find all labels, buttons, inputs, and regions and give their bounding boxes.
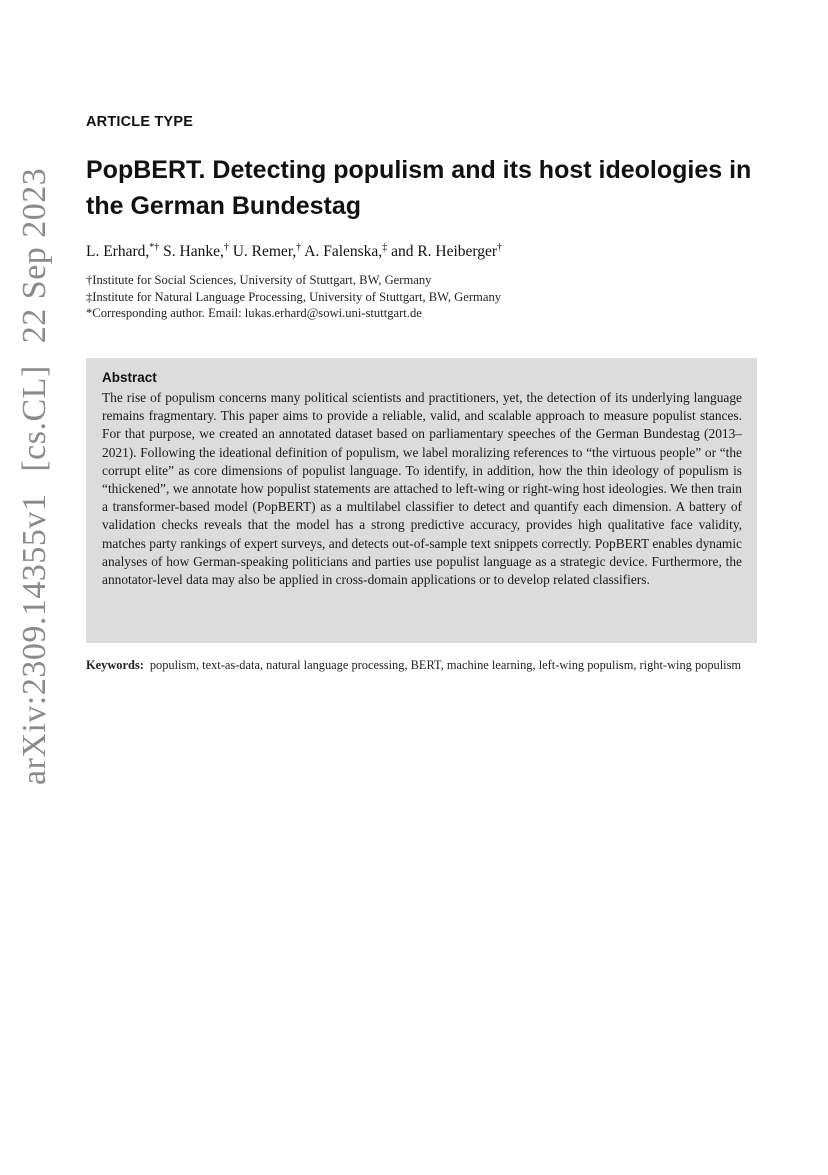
keywords-label: Keywords: [86, 658, 144, 672]
keywords-section [86, 657, 758, 674]
author-affiliation-mark: † [296, 242, 302, 253]
author-name: U. Remer, [232, 243, 297, 261]
abstract-text: The rise of populism concerns many political scientists and practitioners, yet, the detection of its underlying language remains fragmentary. This paper aims to provide a reliable, valid, and scalable approach to measure populist stances. For that purpose, we created an annotated dataset based on parliamentary speeches of the German Bundestag (2013–2021). Following the ideational definition of populism, we label moralizing references to “the virtuous people” or “the corrupt elite” as core dimensions of populist language. To identify, in addition, how the thin ideology of populism is “thickened”, we annotate how populist statements are attached to left-wing or right-wing host ideologies. We then train a transformer-based model (PopBERT) as a multilabel classifier to detect and quantify each dimension. A battery of validation checks reveals that the model has a strong predictive accuracy, provides high qualitative face validity, matches party rankings of expert surveys, and detects out-of-sample text snippets correctly. PopBERT enables dynamic analyses of how German-speaking politicians and parties use populist language as a strategic device. Furthermore, the annotator-level data may also be applied in cross-domain applications or to develop related classifiers. [102, 390, 742, 588]
author-affiliation-mark: *† [149, 242, 160, 253]
arxiv-id: arXiv:2309.14355v1 [16, 493, 53, 785]
paper-title: PopBERT. Detecting populism and its host ideologies in the German Bundestag [86, 156, 752, 220]
affiliation-line: †Institute for Social Sciences, University of Stuttgart, BW, Germany [86, 273, 432, 287]
author-name: S. Hanke, [163, 243, 224, 261]
author-name: A. Falenska, [304, 243, 383, 261]
author-affiliation-mark: † [223, 242, 229, 253]
author-affiliation-mark: ‡ [382, 242, 388, 253]
keywords-text: populism, text-as-data, natural language processing, BERT, machine learning, left-wing populism, right-wing populism [149, 658, 742, 672]
affiliation-list [86, 272, 501, 322]
arxiv-identifier-stamp [18, 168, 52, 785]
author-affiliation-mark: † [497, 242, 503, 253]
abstract-box [86, 358, 757, 643]
author-list [86, 242, 502, 261]
corresponding-author-line: *Corresponding author. Email: lukas.erhard@sowi.uni-stuttgart.de [86, 306, 422, 320]
author-name: L. Erhard, [86, 243, 150, 261]
arxiv-date: 22 Sep 2023 [16, 167, 53, 344]
article-type-label: ARTICLE TYPE [86, 114, 194, 130]
abstract-heading: Abstract [102, 370, 157, 385]
affiliation-line: ‡Institute for Natural Language Processing, University of Stuttgart, BW, Germany [86, 289, 502, 304]
author-name: and R. Heiberger [391, 243, 498, 261]
arxiv-category: [cs.CL] [16, 365, 53, 472]
